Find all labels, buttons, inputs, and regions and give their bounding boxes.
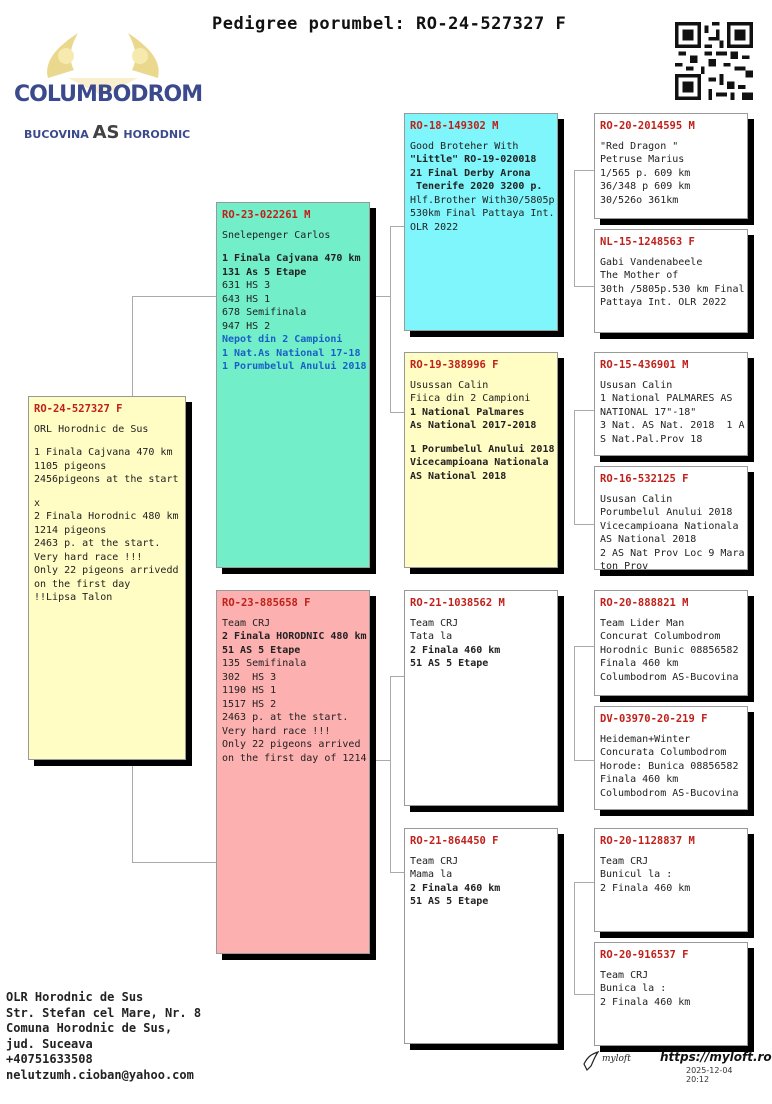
- card-line: on the first day: [34, 578, 131, 590]
- card-line: Finala 460 km: [600, 658, 679, 669]
- ring-number: RO-18-149302 M: [410, 120, 499, 132]
- card-line: Finala 460 km: [600, 774, 679, 785]
- card-line: 2456pigeons at the start: [34, 474, 179, 485]
- card-line: Team CRJ: [410, 855, 459, 867]
- pigeon-card-sds[interactable]: [594, 352, 748, 456]
- connector-line: [574, 994, 594, 995]
- card-line: Fiica din 2 Campioni: [410, 393, 531, 404]
- card-line: x: [34, 497, 41, 509]
- phone-number: +40751633508: [6, 1052, 93, 1066]
- card-line: OLR 2022: [410, 221, 459, 233]
- card-line: ORL Horodnic de Sus: [34, 423, 149, 435]
- card-line: 1517 HS 2: [222, 698, 277, 710]
- ring-number: RO-20-916537 F: [600, 949, 689, 961]
- connector-line: [574, 170, 594, 171]
- connector-line: [390, 676, 391, 872]
- card-line: 530km Final Pattaya Int.: [410, 208, 555, 219]
- card-line: Good Broteher With: [410, 140, 519, 152]
- card-line: Columbodrom AS-Bucovina: [600, 787, 739, 799]
- myloft-bird-icon: [582, 1050, 600, 1072]
- brand-url[interactable]: https://myloft.ro: [660, 1050, 772, 1064]
- card-line: 1 National PALMARES AS: [600, 393, 733, 404]
- card-line: Team Lider Man: [600, 617, 685, 629]
- card-line: 1 Finala Cajvana 470 km: [34, 447, 173, 458]
- card-line: AS National 2018: [600, 534, 697, 545]
- card-line: 1 Nat.As National 17-18: [222, 347, 361, 359]
- connector-line: [132, 862, 216, 863]
- connector-line: [390, 676, 404, 677]
- ring-number: RO-21-864450 F: [410, 835, 499, 847]
- card-line: Very hard race !!!: [222, 725, 331, 737]
- ring-number: RO-21-1038562 M: [410, 597, 505, 609]
- card-line: Hlf.Brother With30/5805p: [410, 194, 555, 206]
- pigeon-card-dds[interactable]: [594, 828, 748, 932]
- card-line: Tata la: [410, 631, 453, 642]
- logo-sub-mid: AS: [92, 122, 120, 143]
- card-line: 2463 p. at the start.: [34, 538, 161, 549]
- ring-number: RO-24-527327 F: [34, 403, 123, 415]
- connector-line: [132, 296, 133, 396]
- card-line: 678 Semifinala: [222, 307, 307, 318]
- card-line: "Red Dragon ": [600, 140, 679, 152]
- card-line: 1 Porumbelul Anului 2018: [222, 361, 367, 372]
- card-line: Gabi Vandenabeele: [600, 256, 703, 268]
- card-line: 1 Finala Cajvana 470 km: [222, 253, 361, 264]
- card-line: Ususan Calin: [600, 379, 673, 391]
- card-line: ton Prov: [600, 561, 649, 570]
- connector-line: [574, 410, 594, 411]
- card-line: !!Lipsa Talon: [34, 592, 113, 603]
- card-line: 1 National Palmares: [410, 406, 525, 418]
- card-line: Vicecampioana Nationala: [410, 457, 549, 468]
- brand-name: myloft: [602, 1054, 631, 1064]
- ring-number: DV-03970-20-219 F: [600, 713, 708, 725]
- card-line: Tenerife 2020 3200 p.: [410, 181, 543, 192]
- card-line: Concurat Columbodrom: [600, 631, 721, 642]
- card-line: Columbodrom AS-Bucovina: [600, 671, 739, 683]
- card-line: Concurata Columbodrom: [600, 747, 727, 758]
- connector-line: [574, 882, 594, 883]
- card-line: 1105 pigeons: [34, 460, 107, 472]
- ring-number: RO-20-888821 M: [600, 597, 689, 609]
- card-line: Bunicul la :: [600, 869, 673, 880]
- pigeon-card-sire-sire[interactable]: [404, 113, 558, 331]
- card-line: 51 AS 5 Etape: [410, 658, 489, 669]
- card-line: 631 HS 3: [222, 280, 271, 291]
- page-title: Pedigree porumbel: RO-24-527327 F: [212, 14, 567, 34]
- pigeon-card-dam[interactable]: [216, 590, 370, 954]
- connector-line: [574, 524, 594, 525]
- email-address: nelutzumh.cioban@yahoo.com: [6, 1067, 194, 1082]
- card-line: 2 AS Nat Prov Loc 9 Mara: [600, 547, 745, 559]
- connector-line: [390, 226, 404, 227]
- card-line: Petruse Marius: [600, 154, 685, 165]
- logo-title: COLUMBODROM: [14, 82, 203, 107]
- card-line: Team CRJ: [600, 855, 649, 867]
- connector-line: [390, 226, 391, 412]
- card-line: 2 Finala 460 km: [600, 882, 691, 894]
- card-line: As National 2017-2018: [410, 420, 537, 431]
- card-line: 36/348 p 609 km: [600, 181, 691, 192]
- card-line: 2 Finala 460 km: [410, 644, 501, 656]
- connector-line: [574, 646, 575, 760]
- pigeon-card-sire-dam[interactable]: [404, 352, 558, 568]
- ring-number: RO-20-2014595 M: [600, 120, 695, 132]
- connector-line: [132, 760, 133, 862]
- card-line: on the first day of 1214: [222, 752, 367, 764]
- card-line: Pattaya Int. OLR 2022: [600, 297, 727, 308]
- card-line: 947 HS 2: [222, 320, 271, 332]
- card-line: AS National 2018: [410, 470, 507, 482]
- connector-line: [574, 760, 594, 761]
- card-line: "Little" RO-19-020018: [410, 154, 537, 165]
- card-line: 643 HS 1: [222, 293, 271, 305]
- connector-line: [574, 286, 594, 287]
- card-line: Team CRJ: [410, 617, 459, 629]
- pigeon-card-dam-dam[interactable]: [404, 828, 558, 1044]
- connector-line: [390, 412, 404, 413]
- footer-brand: [582, 1048, 772, 1084]
- ring-number: RO-19-388996 F: [410, 359, 499, 371]
- connector-line: [370, 296, 390, 297]
- logo-sub-left: BUCOVINA: [24, 128, 89, 141]
- card-line: 51 AS 5 Etape: [222, 644, 301, 656]
- pigeon-card-dss[interactable]: [594, 590, 748, 696]
- connector-line: [574, 646, 594, 647]
- breeder-address: [6, 990, 201, 1083]
- card-line: 51 AS 5 Etape: [410, 896, 489, 907]
- card-line: Bunica la :: [600, 983, 667, 994]
- card-line: Vicecampioana Nationala: [600, 520, 739, 532]
- card-line: 3 Nat. AS Nat. 2018 1 A: [600, 420, 745, 431]
- card-line: [410, 433, 552, 443]
- card-line: Snelepenger Carlos: [222, 229, 331, 241]
- card-line: 131 As 5 Etape: [222, 266, 307, 278]
- card-line: [222, 242, 364, 252]
- card-line: 2463 p. at the start.: [222, 712, 349, 723]
- card-line: Heideman+Winter: [600, 733, 691, 745]
- logo-subtitle: [24, 122, 190, 143]
- pigeon-card-dam-sire[interactable]: [404, 590, 558, 806]
- pigeon-card-sdd[interactable]: [594, 466, 748, 570]
- card-line: 1190 HS 1: [222, 685, 277, 696]
- address-line: Str. Stefan cel Mare, Nr. 8: [6, 1005, 202, 1020]
- card-line: 1214 pigeons: [34, 524, 107, 536]
- card-line: 30/526o 361km: [600, 194, 679, 206]
- ring-number: RO-15-436901 M: [600, 359, 689, 371]
- card-line: 1 Porumbelul Anului 2018: [410, 443, 555, 455]
- connector-line: [390, 872, 404, 873]
- card-line: 302 HS 3: [222, 671, 277, 683]
- print-datetime: 2025-12-04 20:12: [686, 1066, 733, 1084]
- ring-number: RO-20-1128837 M: [600, 835, 695, 847]
- card-line: Horodnic Bunic 08856582: [600, 644, 739, 656]
- connector-line: [370, 760, 390, 761]
- address-line: OLR Horodnic de Sus: [6, 990, 144, 1004]
- pigeon-card-sss[interactable]: [594, 113, 748, 219]
- qr-code-icon: [675, 22, 753, 100]
- ring-number: RO-23-022261 M: [222, 209, 311, 221]
- card-line: The Mother of: [600, 270, 679, 281]
- card-line: NATIONAL 17"-18": [600, 406, 697, 418]
- card-line: Only 22 pigeons arrivedd: [34, 565, 179, 576]
- card-line: Mama la: [410, 869, 453, 880]
- card-line: [34, 436, 180, 446]
- card-line: Usussan Calin: [410, 379, 489, 391]
- logo-sub-right: HORODNIC: [123, 128, 191, 141]
- pigeon-card-ssd[interactable]: [594, 229, 748, 333]
- club-logo: [8, 18, 203, 188]
- pigeon-card-subject[interactable]: [28, 396, 186, 760]
- card-line: 2 Finala 460 km: [600, 996, 691, 1008]
- address-line: jud. Suceava: [6, 1036, 93, 1051]
- card-line: Team CRJ: [600, 969, 649, 981]
- card-line: Porumbelul Anului 2018: [600, 507, 733, 518]
- ring-number: RO-16-532125 F: [600, 473, 689, 485]
- card-line: S Nat.Pal.Prov 18: [600, 433, 703, 445]
- ring-number: RO-23-885658 F: [222, 597, 311, 609]
- card-line: Horode: Bunica 08856582: [600, 760, 739, 772]
- card-line: Only 22 pigeons arrived: [222, 739, 361, 750]
- card-line: [34, 487, 180, 497]
- pigeon-card-dsd[interactable]: [594, 706, 748, 810]
- card-line: 21 Final Derby Arona: [410, 167, 531, 179]
- connector-line: [574, 410, 575, 524]
- ring-number: NL-15-1248563 F: [600, 236, 695, 248]
- card-line: 2 Finala 460 km: [410, 882, 501, 894]
- card-line: 2 Finala HORODNIC 480 km: [222, 631, 367, 642]
- card-line: 30th /5805p.530 km Final: [600, 283, 745, 295]
- connector-line: [132, 296, 216, 297]
- pigeon-card-ddd[interactable]: [594, 942, 748, 1046]
- pigeon-card-sire[interactable]: [216, 202, 370, 568]
- card-line: 1/565 p. 609 km: [600, 167, 691, 179]
- card-line: 135 Semifinala: [222, 658, 307, 669]
- card-line: Nepot din 2 Campioni: [222, 334, 343, 345]
- connector-line: [574, 882, 575, 994]
- card-line: 2 Finala Horodnic 480 km: [34, 511, 179, 522]
- card-line: Ususan Calin: [600, 493, 673, 505]
- card-line: Very hard race !!!: [34, 551, 143, 563]
- card-line: Team CRJ: [222, 617, 271, 629]
- connector-line: [574, 170, 575, 286]
- address-line: Comuna Horodnic de Sus,: [6, 1021, 173, 1035]
